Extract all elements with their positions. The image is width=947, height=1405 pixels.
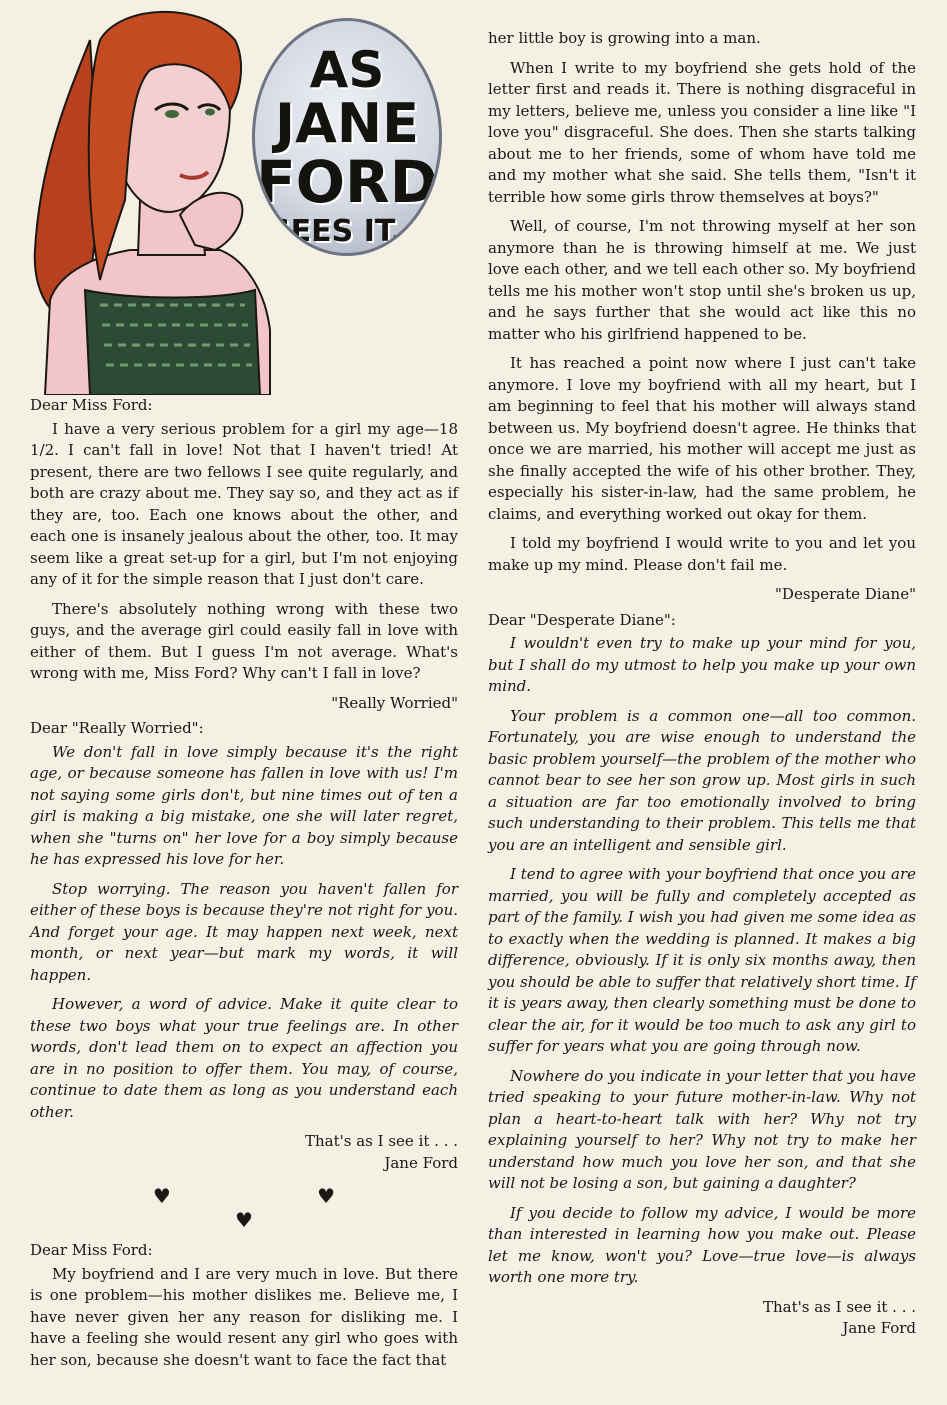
letter-signature: "Desperate Diane" — [775, 585, 916, 603]
paragraph: Your problem is a common one—all too common. Fortunately, you are wise enough to understand the basic problem yourself—the problem of the mother who cannot bear to see her son grow up. Most girls in such a situation are far too emotionally involved to bring such understanding to their problem. This tells me that you are an intelligent and sensible girl. — [488, 706, 916, 854]
badge-line: JANE — [275, 92, 419, 155]
paragraph: If you decide to follow my advice, I would be more than interested in learning how you make out. Please let me know, won't you? Love—true love—is always worth one more try. — [488, 1203, 916, 1286]
paragraph: My boyfriend and I are very much in love. But there is one problem—his mother dislikes me. Believe me, I have never given her any reason for disliking me. I have a feeling she would resent any girl who goes with her son, because she doesn't want to face the fact that — [30, 1264, 458, 1369]
salutation: Dear "Desperate Diane": — [488, 610, 676, 629]
paragraph: I wouldn't even try to make up your mind for you, but I shall do my utmost to help you make up your own mind. — [488, 634, 916, 695]
paragraph: her little boy is growing into a man. — [488, 29, 761, 47]
signname: Jane Ford — [384, 1153, 458, 1172]
paragraph: I tend to agree with your boyfriend that once you are married, you will be fully and completely accepted as part of the family. I wish you had given me some idea as to exactly when the wedding is planned. It makes a big difference, obviously. If it is only six months away, then you should be able to suffer that relatively short time. If it is years away, then clearly something must be done to clear the air, for it would be too much to ask any girl to suffer for years what you are going through now. — [488, 865, 916, 1055]
left-column — [30, 0, 458, 1379]
signname: Jane Ford — [842, 1319, 916, 1337]
paragraph: I told my boyfriend I would write to you and let you make up my mind. Please don't fail me. — [488, 534, 916, 574]
signoff: That's as I see it . . . — [305, 1132, 458, 1150]
signoff: That's as I see it . . . — [763, 1297, 916, 1316]
column-header — [30, 0, 458, 395]
paragraph: Stop worrying. The reason you haven't fallen for either of these boys is because they're not right for you. And forget your age. It may happen next week, next month, or next year—but mark my words, it will happen. — [30, 879, 458, 984]
paragraph: When I write to my boyfriend she gets hold of the letter first and reads it. There is nothing disgraceful in my letters, believe me, unless you consider a line like "I love you" disgraceful. She does. Then she starts talking about me to her friends, some of whom have told me and my mother what she said. She tells them, "Isn't it terrible how some girls throw themselves at boys?" — [488, 58, 916, 206]
right-column — [488, 28, 916, 1340]
letter-signature: "Really Worried" — [331, 693, 458, 712]
paragraph: We don't fall in love simply because it's the right age, or because someone has fallen in love with us! I'm not saying some girls don't, but nine times out of ten a girl is making a big mistake, one she will later regret, when she "turns on" her love for a boy simply because he has expressed his love for her. — [30, 742, 458, 868]
badge-line: AS — [309, 41, 385, 99]
paragraph: Nowhere do you indicate in your letter that you have tried speaking to your future mother-in-law. Why not plan a heart-to-heart talk with her? Why not try explaining yourself to her? Why not try to make her understand how much you love her son, and that she will not be losing a son, but gaining a daughter? — [488, 1066, 916, 1192]
letter-really-worried — [30, 395, 458, 714]
as-jane-ford-sees-it-badge — [252, 18, 442, 256]
salutation: Dear "Really Worried": — [30, 719, 204, 737]
letter-desperate-diane-start — [30, 1240, 458, 1371]
jane-ford-illustration — [30, 0, 290, 395]
reply-desperate-diane — [488, 610, 916, 1340]
heart-divider: ♥ ♥ ♥ — [152, 1184, 406, 1232]
reply-really-worried — [30, 718, 458, 1174]
paragraph: However, a word of advice. Make it quite clear to these two boys what your true feelings are. In other words, don't lead them on to expect an affection you are in no position to offer them. You may, of course, continue to date them as long as you understand each other. — [30, 995, 458, 1121]
paragraph: It has reached a point now where I just can't take anymore. I love my boyfriend with all my heart, but I am beginning to feel that his mother will always stand between us. My boyfriend doesn't agree. He thinks that once we are married, his mother will accept me just as she finally accepted the wife of his other brother. They, especially his sister-in-law, had the same problem, he claims, and everything worked out okay for them. — [488, 354, 916, 523]
badge-line: FORD — [256, 148, 438, 216]
salutation: Dear Miss Ford: — [30, 1241, 153, 1259]
paragraph: I have a very serious problem for a girl my age—18 1/2. I can't fall in love! Not that I haven't tried! At present, there are two fellows I see quite regularly, and both are crazy about me. They say so, and they act as if they are, too. Each one knows about the other, and each one is insanely jealous about the other, too. It may seem like a great set-up for a girl, but I'm not enjoying any of it for the simple reason that I just don't care. — [30, 419, 458, 588]
paragraph: There's absolutely nothing wrong with these two guys, and the average girl could easily fall in love with either of them. But I guess I'm not average. What's wrong with me, Miss Ford? Why can't I fall in love? — [30, 599, 458, 682]
paragraph: Well, of course, I'm not throwing myself at her son anymore than he is throwing himself at me. We just love each other, and we tell each other so. My boyfriend tells me his mother won't stop until she's broken us up, and he says further that she would act like this no matter who his girlfriend happened to be. — [488, 217, 916, 343]
badge-line: SEES IT... — [269, 214, 425, 249]
letter-desperate-diane-end — [488, 28, 916, 606]
salutation: Dear Miss Ford: — [30, 396, 153, 414]
